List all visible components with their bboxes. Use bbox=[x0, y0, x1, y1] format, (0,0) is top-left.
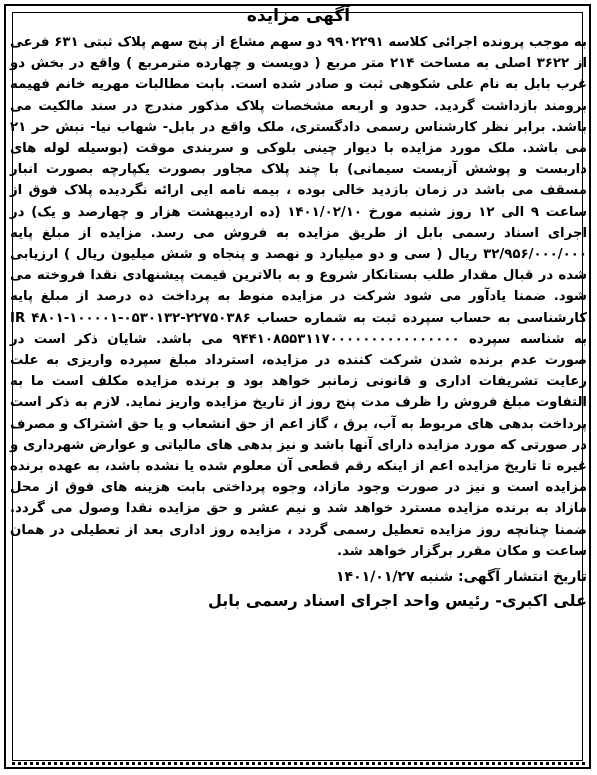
notice-title: آگهی مزایده bbox=[246, 6, 351, 26]
signature: علی اکبری- رئیس واحد اجرای اسناد رسمی بابل bbox=[207, 591, 587, 611]
publish-date: تاریخ انتشار آگهی: شنبه ۱۴۰۱/۰۱/۲۷ bbox=[336, 569, 587, 586]
bottom-dotted-divider bbox=[12, 762, 585, 765]
notice-body: به موجب پرونده اجرائی کلاسه ۹۹۰۲۲۹۱ دو سهم مشاع از پنج سهم پلاک ثبتی ۶۳۱ فرعی از ۳۶۲۲ اصلی به مساحت ۲۱۴ متر مربع ( دویست و چهارده مترمربع ) واقع در بخش دو غرب بابل به نام علی شکوهی ثبت و صادر شده است. بابت مطالبات مهریه خانم فهیمه برومند بازداشت گردید. حدود و اربعه مشخصات پلاک مذکور مندرج در سند مالکیت می باشد. برابر نظر کارشناس رسمی دادگستری، ملک واقع در بابل- شهاب نیا- نبش حر ۲۱ می باشد. ملک مورد مزایده با دیوار چینی بلوکی و سربندی موقت (بوسیله لوله های داربست و پوشش آزبست سیمانی) با چند پلاک مجاور بصورت یکپارچه بصورت انبار مسقف می باشد در زمان بازدید خالی بوده ، بیمه نامه ایی ارائه نگردیده پلاک فوق از ساعت ۹ الی ۱۲ روز شنبه مورخ ۱۴۰۱/۰۲/۱۰ (ده اردیبهشت هزار و چهارصد و یک) در اجرای اسناد رسمی بابل از طریق مزایده به فروش می رسد. مزایده از مبلغ پایه ۳۲/۹۵۶/۰۰۰/۰۰۰ ریال ( سی و دو میلیارد و نهصد و پنجاه و شش میلیون ریال ) ارزیابی شده در قبال مقدار طلب بستانکار شروع و به بالاترین قیمت پیشنهادی نقدا فروخته می شود. ضمنا یادآور می شود شرکت در مزایده منوط به پرداخت ده درصد از مبلغ پایه کارشناسی به حساب سپرده ثبت به شماره حساب ۲۲۷۵۰۳۸۶-۰۵۳۰۱۳۲-۱۰۰۰۰۱-۴۸۰۱ IR به شناسه سپرده ۹۴۴۱۰۸۵۵۳۱۱۷۰۰۰۰۰۰۰۰۰۰۰۰۰۰۰۰ می باشد. شایان ذکر است در صورت عدم برنده شدن شرکت کننده در مزایده، استرداد مبلغ سپرده واریزی به علت رعایت تشریفات اداری و قانونی زمانبر خواهد بود و برنده مزایده مکلف است ما به التفاوت مبلغ فروش را ظرف مدت پنج روز از تاریخ مزایده واریز نماید. لازم به ذکر است پرداخت بدهی های مربوط به آب، برق ، گاز اعم از حق انشعاب و یا حق اشتراک و مصرف در صورتی که مورد مزایده دارای آنها باشد و نیز بدهی های مالیاتی و عوارض شهرداری و غیره تا تاریخ مزایده اعم از اینکه رقم قطعی آن معلوم شده یا نشده باشد، به عهده برنده مزایده است و نیز در صورت وجود مازاد، وجوه پرداختی بابت هزینه های فوق از محل مازاد به برنده مزایده مسترد خواهد شد و نیم عشر و حق مزایده نقدا وصول می گردد. ضمنا چنانچه روز مزایده تعطیل رسمی گردد ، مزایده روز اداری بعد از تعطیلی در همان ساعت و مکان مقرر برگزار خواهد شد. bbox=[10, 35, 588, 559]
notice-content bbox=[10, 6, 587, 614]
